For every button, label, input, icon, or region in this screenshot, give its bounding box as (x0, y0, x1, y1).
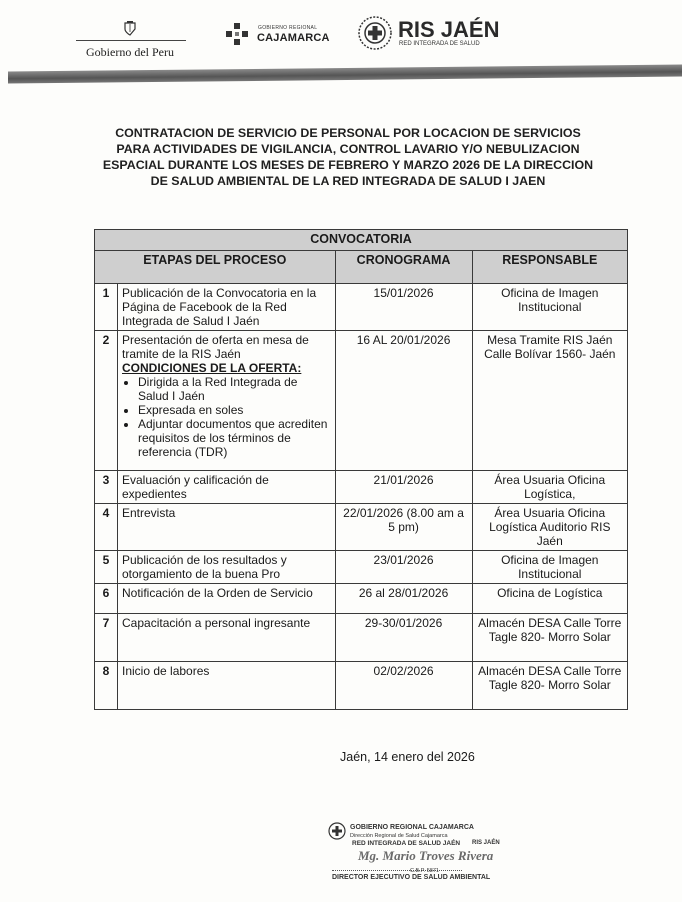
signature: Mg. Mario Troves Rivera (358, 848, 494, 863)
row-responsable: Mesa Tramite RIS Jaén Calle Bolívar 1560- Jaén (472, 331, 627, 471)
row-responsable: Almacén DESA Calle Torre Tagle 820- Morro Solar (472, 614, 627, 662)
table-header-row (95, 251, 628, 284)
row-cronograma: 23/01/2026 (335, 551, 472, 584)
table-row (95, 584, 628, 614)
stamp-cbp: C.B.P. 5871 (410, 868, 439, 874)
ris-jaen-logo-icon (357, 15, 393, 51)
document-title: CONTRATACION DE SERVICIO DE PERSONAL POR LOCACION DE SERVICIOS PARA ACTIVIDADES DE VIGILANCIA, CONTROL LAVARIO Y/O NEBULIZACION ESPACIAL DURANTE LOS MESES DE FEBRERO Y MARZO 2026 DE LA DIRECCION DE SALUD AMBIENTAL DE LA RED INTEGRADA DE SALUD I JAEN (102, 126, 594, 188)
row-cronograma: 22/01/2026 (8.00 am a 5 pm) (335, 504, 472, 551)
row-number: 3 (95, 471, 118, 504)
signature-rule (332, 870, 462, 871)
ris-jaen-subtitle: RED INTEGRADA DE SALUD (399, 41, 480, 47)
table-row (95, 284, 628, 331)
cajamarca-subtitle: GOBIERNO REGIONAL (258, 25, 318, 31)
date-line: Jaén, 14 enero del 2026 (340, 750, 475, 764)
row-etapa: Capacitación a personal ingresante (118, 614, 336, 662)
row-etapa (118, 331, 336, 471)
row-etapa: Publicación de los resultados y otorgamiento de la buena Pro (118, 551, 336, 584)
cajamarca-logo-icon (224, 22, 252, 48)
table-row (95, 614, 628, 662)
list-item: • Dirigida a la Red Integrada de Salud I Jaén (138, 375, 331, 403)
col-etapas: ETAPAS DEL PROCESO (95, 251, 336, 284)
stamp-role: DIRECTOR EJECUTIVO DE SALUD AMBIENTAL (332, 874, 491, 881)
gov-peru-rule (76, 40, 186, 41)
row-etapa: Entrevista (118, 504, 336, 551)
row-number: 4 (95, 504, 118, 551)
row-number: 5 (95, 551, 118, 584)
row-etapa-text: Presentación de oferta en mesa de tramite de la RIS Jaén (122, 333, 309, 361)
schedule-table (94, 229, 628, 710)
row-number: 7 (95, 614, 118, 662)
stamp-line-1: GOBIERNO REGIONAL CAJAMARCA (350, 824, 474, 831)
row-responsable: Almacén DESA Calle Torre Tagle 820- Morro Solar (472, 662, 627, 710)
row-cronograma: 21/01/2026 (335, 471, 472, 504)
table-row (95, 331, 628, 471)
row-responsable: Área Usuaria Oficina Logística, (472, 471, 627, 504)
table-row (95, 551, 628, 584)
row-responsable: Área Usuaria Oficina Logística Auditorio RIS Jaén (472, 504, 627, 551)
conditions-title: CONDICIONES DE LA OFERTA: (122, 361, 302, 375)
col-responsable: RESPONSABLE (472, 251, 627, 284)
table-row (95, 504, 628, 551)
row-etapa: Evaluación y calificación de expedientes (118, 471, 336, 504)
row-number: 8 (95, 662, 118, 710)
list-item: • Expresada en soles (138, 403, 331, 417)
signature-stamp (326, 822, 516, 892)
row-cronograma: 29-30/01/2026 (335, 614, 472, 662)
conditions-list (122, 375, 331, 459)
stamp-line-3: RED INTEGRADA DE SALUD JAÉN (352, 840, 461, 847)
row-number: 6 (95, 584, 118, 614)
stamp-line-2: Dirección Regional de Salud Cajamarca (350, 833, 448, 839)
row-number: 1 (95, 284, 118, 331)
table-row (95, 662, 628, 710)
gov-peru-label: Gobierno del Peru (86, 45, 174, 59)
row-etapa: Publicación de la Convocatoria en la Página de Facebook de la Red Integrada de Salud I Jaén (118, 284, 336, 331)
table-heading: CONVOCATORIA (95, 230, 628, 251)
cajamarca-title: CAJAMARCA (257, 32, 330, 44)
col-cronograma: CRONOGRAMA (335, 251, 472, 284)
row-number: 2 (95, 331, 118, 471)
row-cronograma: 16 AL 20/01/2026 (335, 331, 472, 471)
row-etapa: Inicio de labores (118, 662, 336, 710)
row-cronograma: 26 al 28/01/2026 (335, 584, 472, 614)
ris-jaen-title: RIS JAÉN (398, 17, 500, 42)
row-cronograma: 02/02/2026 (335, 662, 472, 710)
peru-coat-of-arms-icon (123, 20, 137, 36)
row-responsable: Oficina de Logística (472, 584, 627, 614)
list-item: • Adjuntar documentos que acrediten requisitos de los términos de referencia (TDR) (138, 417, 331, 459)
stamp-seal-icon (328, 822, 346, 840)
row-etapa: Notificación de la Orden de Servicio (118, 584, 336, 614)
row-responsable: Oficina de Imagen Institucional (472, 284, 627, 331)
row-responsable: Oficina de Imagen Institucional (472, 551, 627, 584)
row-cronograma: 15/01/2026 (335, 284, 472, 331)
table-row (95, 471, 628, 504)
stamp-line-3b: RIS JAÉN (472, 840, 500, 846)
